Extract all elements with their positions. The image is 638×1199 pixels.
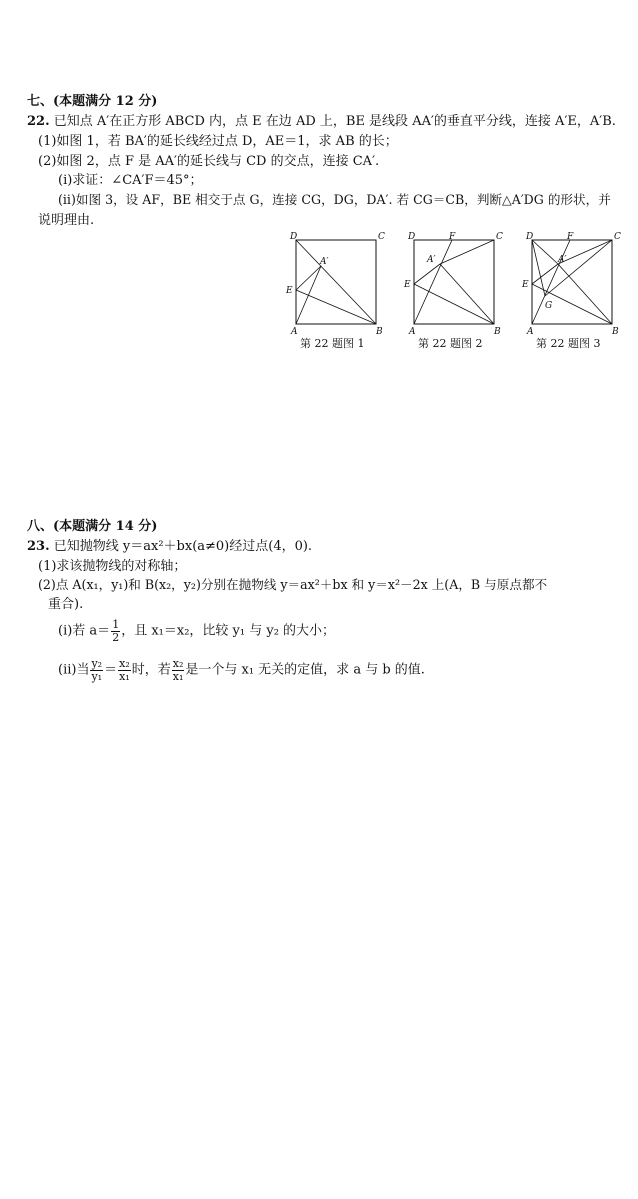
question-23-number: 23. xyxy=(27,539,50,554)
fraction-numerator: y₂ xyxy=(91,657,103,670)
q23-2i-suffix: ，且 x₁＝x₂，比较 y₁ 与 y₂ 的大小； xyxy=(121,623,336,639)
question-22-part-1: (1)如图 1，若 BA′的延长线经过点 D，AE＝1，求 AB 的长； xyxy=(38,134,398,149)
label-C: C xyxy=(614,232,621,242)
fraction-numerator: x₂ xyxy=(172,657,184,670)
fraction-x2-over-x1-second xyxy=(172,658,185,682)
label-F: F xyxy=(449,232,456,242)
question-22-part-2-i: (ⅰ)求证：∠CA′F＝45°； xyxy=(58,173,203,188)
segment-af xyxy=(414,240,452,324)
question-23-stem-text: 已知抛物线 y＝ax²＋bx(a≠0)经过点(4，0). xyxy=(53,539,313,554)
label-D: D xyxy=(290,232,298,242)
question-23-part-1: (1)求该抛物线的对称轴； xyxy=(38,559,187,574)
square-abcd xyxy=(414,240,494,324)
q23-2i-prefix: (ⅰ)若 a＝ xyxy=(58,623,111,639)
question-22-stem-text: 已知点 A′在正方形 ABCD 内，点 E 在边 AD 上，BE 是线段 AA′的垂直平分线，连接 A′E，A′B. xyxy=(53,114,616,129)
figure-22-3-caption: 第 22 题图 3 xyxy=(536,337,601,350)
q23-2ii-suffix: 是一个与 x₁ 无关的定值，求 a 与 b 的值. xyxy=(185,662,425,678)
label-A2: A′ xyxy=(427,255,436,265)
figure-22-1 xyxy=(284,230,388,336)
fraction-one-half xyxy=(111,619,120,643)
segment-af xyxy=(532,240,570,324)
label-E: E xyxy=(286,286,293,296)
question-22-part-2: (2)如图 2，点 F 是 AA′的延长线与 CD 的交点，连接 CA′. xyxy=(38,154,380,169)
label-E: E xyxy=(522,280,529,290)
label-B: B xyxy=(376,327,383,336)
segment-ea2 xyxy=(414,264,440,284)
label-B: B xyxy=(612,327,619,336)
question-23-part-2: (2)点 A(x₁，y₁)和 B(x₂，y₂)分别在抛物线 y＝ax²＋bx 和 y＝x²－2x 上(A，B 与原点都不 xyxy=(38,577,548,592)
fraction-x2-over-x1 xyxy=(118,658,131,682)
label-A: A xyxy=(409,327,416,336)
fraction-denominator: x₁ xyxy=(119,669,130,683)
question-22-number: 22. xyxy=(27,114,50,129)
segment-da2 xyxy=(532,240,558,264)
fraction-denominator: 2 xyxy=(112,630,120,644)
fraction-denominator: x₁ xyxy=(172,669,184,683)
q23-2ii-equals: ＝ xyxy=(104,662,118,678)
q23-2ii-middle: 时，若 xyxy=(131,662,171,678)
question-23-part-2-cont: 重合). xyxy=(48,597,84,612)
label-C: C xyxy=(378,232,385,242)
label-A: A xyxy=(527,327,534,336)
label-G: G xyxy=(545,301,553,311)
fraction-y2-over-y1 xyxy=(90,658,103,682)
fraction-numerator: x₂ xyxy=(119,657,130,670)
label-D: D xyxy=(526,232,534,242)
fraction-denominator: y₁ xyxy=(91,669,103,683)
label-D: D xyxy=(408,232,416,242)
question-23-part-2-ii xyxy=(58,658,425,682)
question-22-part-2-ii-cont: 说明理由. xyxy=(38,213,95,228)
question-23-part-2-i xyxy=(58,619,335,643)
segment-db xyxy=(296,240,376,324)
segment-eb xyxy=(296,290,376,324)
label-A: A xyxy=(291,327,298,336)
segment-a2c xyxy=(440,240,494,264)
segment-eb xyxy=(414,284,494,324)
square-abcd xyxy=(532,240,612,324)
label-F: F xyxy=(567,232,574,242)
segment-a2b xyxy=(558,264,612,324)
label-C: C xyxy=(496,232,503,242)
label-A2: A′ xyxy=(320,257,329,267)
question-22-stem xyxy=(27,115,616,128)
segment-ea2 xyxy=(296,266,321,290)
label-B: B xyxy=(494,327,501,336)
segment-gc xyxy=(545,240,612,296)
figure-22-2-caption: 第 22 题图 2 xyxy=(418,337,483,350)
segment-aa2 xyxy=(296,266,321,324)
fraction-numerator: 1 xyxy=(112,618,120,631)
figure-22-1-caption: 第 22 题图 1 xyxy=(300,337,365,350)
segment-a2b xyxy=(440,264,494,324)
section-8-header: 八、(本题满分 14 分) xyxy=(27,519,158,534)
q23-2ii-prefix: (ⅱ)当 xyxy=(58,662,90,678)
label-E: E xyxy=(404,280,411,290)
question-22-part-2-ii: (ⅱ)如图 3，设 AF，BE 相交于点 G，连接 CG，DG，DA′. 若 CG＝CB，判断△A′DG 的形状，并 xyxy=(58,192,611,207)
figure-22-2 xyxy=(402,230,506,336)
question-23-stem xyxy=(27,540,312,553)
segment-ea2 xyxy=(532,264,558,284)
label-A2: A′ xyxy=(558,255,567,265)
figure-22-3 xyxy=(520,230,624,336)
section-7-header: 七、(本题满分 12 分) xyxy=(27,94,158,109)
